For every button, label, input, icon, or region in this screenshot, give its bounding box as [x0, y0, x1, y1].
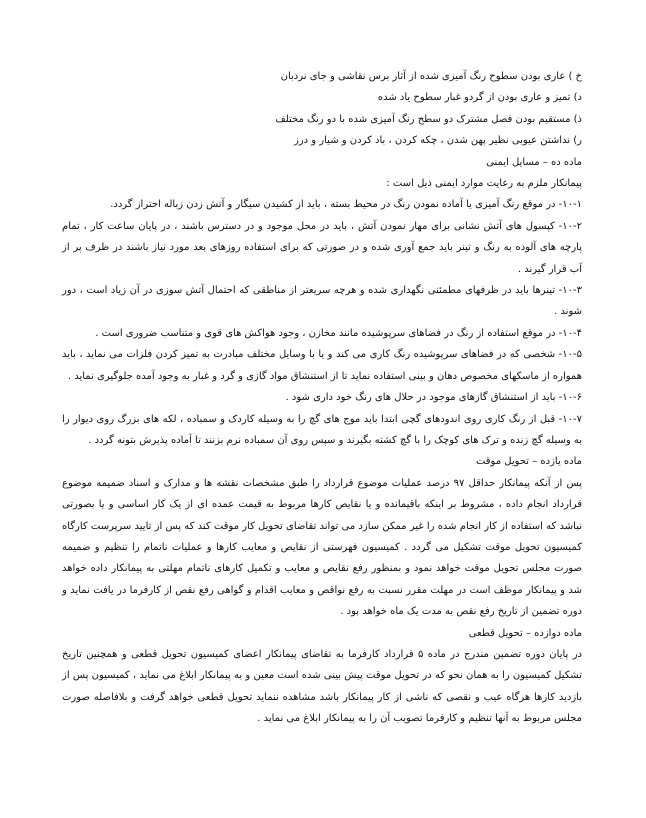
article-10-heading: ماده ده – مسایل ایمنی [486, 156, 582, 168]
article-11-heading: ماده یازده – تحویل موقت [475, 456, 582, 468]
clause-10-6: ۱۰-۶- باید از استنشاق گازهای موجود در حلال های رنگ خود داری شود . [285, 392, 582, 404]
clause-10-2: ۱۰-۲- کپسول های آتش نشانی برای مهار نمودن آتش ، باید در محل موجود و در دسترس باشند ، در پایان ساعت کار ، تمام پارچه های آلوده به رنگ و تینر باید جمع آوری شده و در صورتی که برای استفاده روزهای بعد مورد نیاز باشند در ظرف پر از آب قرار گیرند . [62, 220, 582, 275]
article-10-intro: پیمانکار ملزم به رعایت موارد ایمنی ذیل است : [386, 178, 582, 190]
item-re: ر) نداشتن عیوبی نظیر پهن شدن ، چکه کردن ، باد کردن و شیار و درز [294, 135, 582, 147]
clause-10-3: ۱۰-۳- تینرها باید در ظرفهای مطمئنی نگهداری شده و هرچه سریعتر از مناطقی که احتمال آتش سوزی در آن زیاد است ، دور شوند . [62, 285, 582, 318]
clause-10-4: ۱۰-۴- در موقع استفاده از رنگ در فضاهای سرپوشیده مانند مخازن ، وجود هواکش های قوی و متناسب ضروری است . [95, 327, 582, 339]
article-12-body: در پایان دوره تضمین مندرج در ماده ۵ قرارداد کارفرما به تقاضای پیمانکار اعضای کمیسیون تحویل قطعی و همچنین تاریخ تشکیل کمیسیون را به همان نحو که در تحویل موقت پیش بینی شده است معین و به پیمانکار ابلاغ می نماید ، کمیسیون پس از بازدید کارها هرگاه عیب و نقصی که ناشی از کار پیمانکار باشد مشاهده ننماید تحویل قطعی خواهد گرفت و بلافاصله صورت مجلس مربوط به آنها تنظیم و کارفرما تصویب آن را به پیمانکار ابلاغ می نماید . [62, 648, 582, 725]
document-body [62, 66, 582, 730]
article-11-body: پس از آنکه پیمانکار حداقل ۹۷ درصد عملیات موضوع قرارداد را طبق مشخصات نقشه ها و مدارک و اسناد ضمیمه موضوع قرارداد انجام داده ، مشروط بر اینکه باقیمانده و یا نقایص کارها مربوط به قیمت عمده ای از یک کار اساسی و یا بصورتی نباشد که استفاده از کار انجام شده را غیر ممکن سازد می تواند تقاضای تحویل کار موقت کند که پس از تایید سرپرست کارگاه کمیسیون تحویل موقت تشکیل می گردد . کمیسیون فهرستی از نقایص و معایب کارها و عملیات ناتمام را تنظیم و ضمیمه صورت مجلس تحویل موقت خواهد نمود و بمنظور رفع نقایص و معایب و تکمیل کارهای ناتمام مهلتی به پیمانکار داده خواهد شد و پیمانکار موظف است در مهلت مقرر نسبت به رفع نواقص و معایب اقدام و گواهی رفع نقص از کارفرما در یافت نماید و دوره تضمین از تاریخ رفع نقص به مدت یک ماه خواهد بود . [62, 477, 582, 618]
clause-10-5: ۱۰-۵- شخصی که در فضاهای سرپوشیده رنگ کاری می کند و یا با وسایل مختلف مبادرت به تمیز کردن فلزات می نماید ، باید همواره از ماسکهای مخصوص دهان و بینی استفاده نماید تا از استنشاق مواد گازی و گرد و غبار به وجود آمده جلوگیری نماید . [62, 349, 582, 382]
article-12-heading: ماده دوازده – تحویل قطعی [468, 627, 582, 639]
clause-10-7: ۱۰-۷- قبل از رنگ کاری روی اندودهای گچی ابتدا باید موج های گچ را به وسیله کاردک و سمباده ، لکه های بزرگ روی دیوار را به وسیله گچ زنده و ترک های کوچک را با گچ کشته بگیرند و سپس روی آن سمباده نرم بزنند تا آماده پذیرش بتونه گردد . [62, 413, 582, 446]
clause-10-1: ۱۰-۱- در موقع رنگ آمیزی یا آماده نمودن رنگ در محیط بسته ، باید از کشیدن سیگار و آتش زدن زباله احتراز گردد. [110, 199, 582, 211]
item-kh: خ ) عاری بودن سطوح رنگ آمیزی شده از آثار برس نقاشی و جای نردبان [280, 71, 582, 82]
item-dal: د) تمیز و عاری بودن از گردو غبار سطوح یاد شده [377, 92, 582, 104]
item-zal: ذ) مستقیم بودن فصل مشترک دو سطح رنگ آمیزی شده با دو رنگ مختلف [275, 113, 582, 125]
